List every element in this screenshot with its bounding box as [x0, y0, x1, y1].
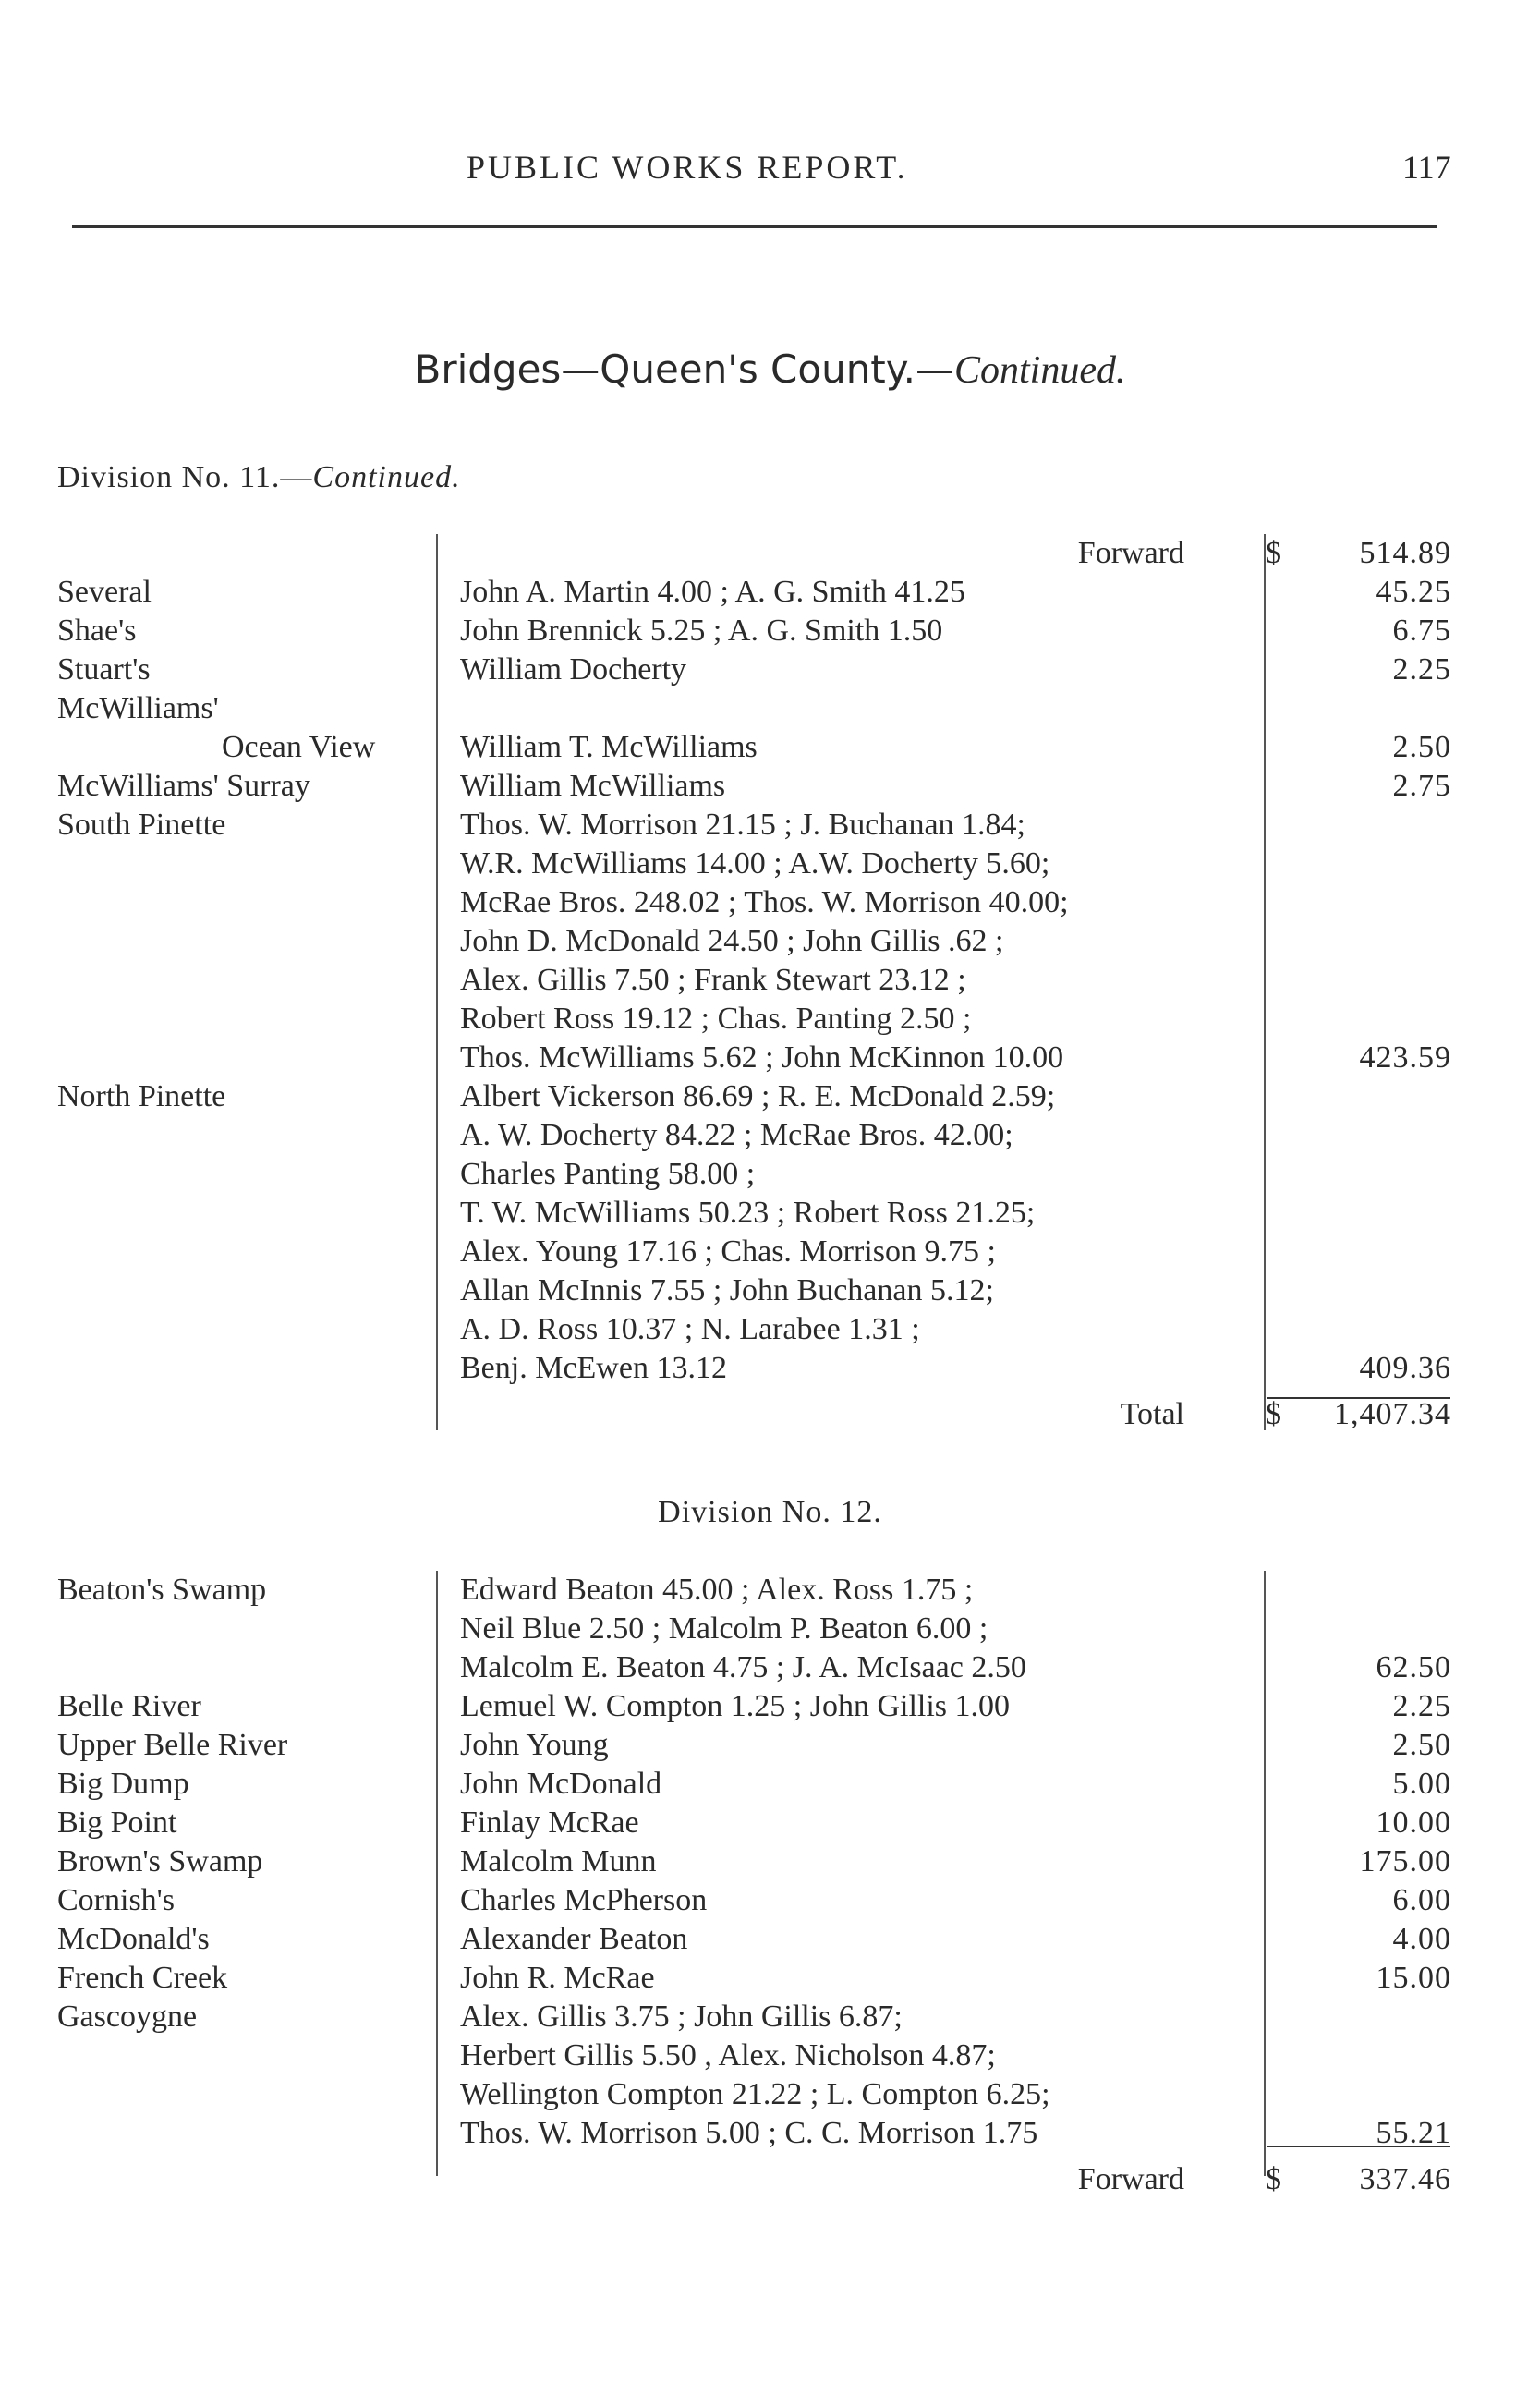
table-row [0, 612, 1540, 650]
amount-cell: 175.00 [1359, 1844, 1451, 1878]
table-row [0, 883, 1540, 922]
payees-cell: John R. McRae [460, 1961, 655, 1995]
forward-row [0, 534, 1540, 573]
table-row [0, 1271, 1540, 1310]
payees-cell: Lemuel W. Compton 1.25 ; John Gillis 1.00 [460, 1689, 1011, 1723]
table-row [0, 1610, 1540, 1648]
table-row [0, 2036, 1540, 2075]
payees-cell: John A. Martin 4.00 ; A. G. Smith 41.25 [460, 575, 965, 609]
title-main: Bridges—Queen's County.— [414, 346, 954, 392]
payees-cell: John McDonald [460, 1767, 662, 1801]
running-title: PUBLIC WORKS REPORT. [467, 149, 908, 186]
payees-cell: Thos. W. Morrison 5.00 ; C. C. Morrison 1.75 [460, 2116, 1038, 2150]
table-row [0, 1765, 1540, 1804]
total-row [0, 1395, 1540, 1434]
forward-amount: 514.89 [1359, 536, 1451, 570]
location-cell: Brown's Swamp [57, 1844, 263, 1878]
payees-cell: Malcolm E. Beaton 4.75 ; J. A. McIsaac 2.50 [460, 1650, 1026, 1684]
payees-cell: Allan McInnis 7.55 ; John Buchanan 5.12; [460, 1273, 994, 1307]
total-label: Total [1120, 1397, 1184, 1431]
table-row [0, 1959, 1540, 1998]
payees-cell: Thos. W. Morrison 21.15 ; J. Buchanan 1.84; [460, 808, 1025, 842]
table-row [0, 573, 1540, 612]
division-11-heading [57, 460, 461, 495]
payees-cell: Neil Blue 2.50 ; Malcolm P. Beaton 6.00 ; [460, 1611, 988, 1646]
payees-cell: Wellington Compton 21.22 ; L. Compton 6.25; [460, 2077, 1050, 2111]
table-row [0, 1881, 1540, 1920]
payees-cell: A. W. Docherty 84.22 ; McRae Bros. 42.00; [460, 1118, 1013, 1152]
total-amount: 1,407.34 [1334, 1397, 1451, 1431]
amount-cell: 55.21 [1376, 2116, 1451, 2150]
forward-label: Forward [1077, 536, 1184, 570]
location-cell: Several [57, 575, 152, 609]
payees-cell: Edward Beaton 45.00 ; Alex. Ross 1.75 ; [460, 1573, 974, 1607]
sum-rule [1267, 2146, 1450, 2147]
table-row [0, 1687, 1540, 1726]
table-row [0, 650, 1540, 689]
table-row [0, 1039, 1540, 1077]
table-row [0, 1648, 1540, 1687]
amount-cell: 10.00 [1376, 1805, 1451, 1840]
payees-cell: William McWilliams [460, 769, 726, 803]
payees-cell: Thos. McWilliams 5.62 ; John McKinnon 10.00 [460, 1040, 1064, 1075]
division-11-continued: Continued. [312, 460, 461, 494]
payees-cell: Alexander Beaton [460, 1922, 688, 1956]
location-cell: South Pinette [57, 808, 226, 842]
table-row [0, 845, 1540, 883]
division-12-label: Division No. 12. [658, 1495, 882, 1529]
dollar-sign: $ [1266, 1397, 1281, 1431]
table-row [0, 1998, 1540, 2036]
table-row [0, 1349, 1540, 1388]
amount-cell: 45.25 [1376, 575, 1451, 609]
amount-cell: 423.59 [1359, 1040, 1451, 1075]
payees-cell: T. W. McWilliams 50.23 ; Robert Ross 21.25; [460, 1196, 1036, 1230]
payees-cell: Alex. Gillis 7.50 ; Frank Stewart 23.12 ; [460, 963, 966, 997]
table-row [0, 1804, 1540, 1842]
location-cell: Big Point [57, 1805, 177, 1840]
division-12-heading [0, 1495, 1540, 1530]
table-row [0, 1726, 1540, 1765]
amount-cell: 62.50 [1376, 1650, 1451, 1684]
payees-cell: John Young [460, 1728, 609, 1762]
payees-cell: Malcolm Munn [460, 1844, 657, 1878]
table-row [0, 1571, 1540, 1610]
payees-cell: Charles Panting 58.00 ; [460, 1157, 756, 1191]
payees-cell: Finlay McRae [460, 1805, 639, 1840]
table-row [0, 1233, 1540, 1271]
payees-cell: W.R. McWilliams 14.00 ; A.W. Docherty 5.60; [460, 846, 1050, 881]
payees-cell: John Brennick 5.25 ; A. G. Smith 1.50 [460, 614, 943, 648]
amount-cell: 409.36 [1359, 1351, 1451, 1385]
payees-cell: Alex. Young 17.16 ; Chas. Morrison 9.75 ; [460, 1234, 996, 1269]
location-cell: Upper Belle River [57, 1728, 288, 1762]
page-header [0, 148, 1540, 203]
table-row [0, 1077, 1540, 1116]
amount-cell: 6.75 [1392, 614, 1451, 648]
table-row [0, 1000, 1540, 1039]
table-row [0, 922, 1540, 961]
payees-cell: Charles McPherson [460, 1883, 708, 1917]
location-cell: Big Dump [57, 1767, 189, 1801]
payees-cell: William Docherty [460, 652, 687, 687]
amount-cell: 5.00 [1392, 1767, 1451, 1801]
location-cell: Shae's [57, 614, 137, 648]
forward-label: Forward [1077, 2162, 1184, 2196]
amount-cell: 2.50 [1392, 730, 1451, 764]
payees-cell: Herbert Gillis 5.50 , Alex. Nicholson 4.87; [460, 2038, 996, 2073]
location-cell: McWilliams' Surray [57, 769, 310, 803]
location-cell: Cornish's [57, 1883, 176, 1917]
location-cell: Beaton's Swamp [57, 1573, 267, 1607]
amount-cell: 4.00 [1392, 1922, 1451, 1956]
payees-cell: Benj. McEwen 13.12 [460, 1351, 727, 1385]
table-row [0, 689, 1540, 728]
forward-amount: 337.46 [1359, 2162, 1451, 2196]
location-cell: McDonald's [57, 1922, 210, 1956]
location-cell: North Pinette [57, 1079, 226, 1113]
table-row [0, 1920, 1540, 1959]
table-row [0, 1310, 1540, 1349]
location-cell: McWilliams' [57, 691, 219, 725]
amount-cell: 6.00 [1392, 1883, 1451, 1917]
table-row [0, 1194, 1540, 1233]
dollar-sign: $ [1266, 536, 1281, 570]
page-number: 117 [1402, 149, 1451, 186]
table-row [0, 2075, 1540, 2114]
location-cell: French Creek [57, 1961, 228, 1995]
amount-cell: 15.00 [1376, 1961, 1451, 1995]
payees-cell: John D. McDonald 24.50 ; John Gillis .62 ; [460, 924, 1004, 958]
payees-cell: Robert Ross 19.12 ; Chas. Panting 2.50 ; [460, 1002, 972, 1036]
amount-cell: 2.25 [1392, 1689, 1451, 1723]
table-row [0, 1155, 1540, 1194]
division-11-label: Division No. 11.— [57, 460, 313, 494]
amount-cell: 2.50 [1392, 1728, 1451, 1762]
payees-cell: McRae Bros. 248.02 ; Thos. W. Morrison 40.00; [460, 885, 1069, 919]
header-rule [72, 225, 1437, 228]
location-cell: Ocean View [222, 730, 376, 764]
payees-cell: William T. McWilliams [460, 730, 758, 764]
payees-cell: Albert Vickerson 86.69 ; R. E. McDonald 2.59; [460, 1079, 1056, 1113]
table-row [0, 806, 1540, 845]
location-cell: Gascoygne [57, 2000, 198, 2034]
table-row [0, 1116, 1540, 1155]
page-title [0, 346, 1540, 393]
dollar-sign: $ [1266, 2162, 1281, 2196]
table-row [0, 728, 1540, 767]
forward-row [0, 2160, 1540, 2199]
table-row [0, 1842, 1540, 1881]
location-cell: Stuart's [57, 652, 151, 687]
location-cell: Belle River [57, 1689, 201, 1723]
table-row [0, 767, 1540, 806]
amount-cell: 2.25 [1392, 652, 1451, 687]
payees-cell: A. D. Ross 10.37 ; N. Larabee 1.31 ; [460, 1312, 920, 1346]
payees-cell: Alex. Gillis 3.75 ; John Gillis 6.87; [460, 2000, 903, 2034]
amount-cell: 2.75 [1392, 769, 1451, 803]
title-continued: Continued. [954, 349, 1126, 392]
table-row [0, 961, 1540, 1000]
